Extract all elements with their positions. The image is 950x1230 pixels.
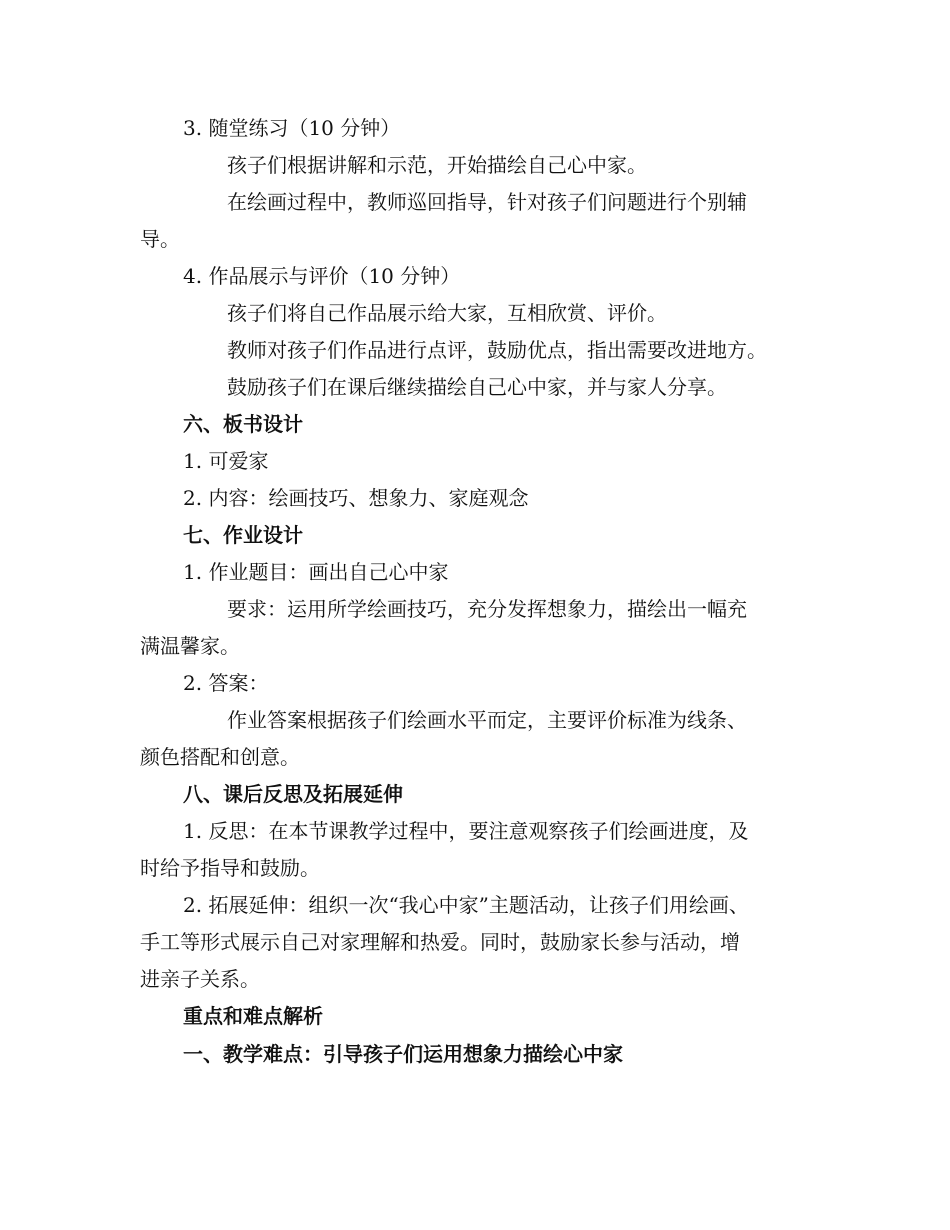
section-heading-board-design: 六、板书设计 xyxy=(183,412,303,436)
section-heading-key-points: 重点和难点解析 xyxy=(183,1004,323,1028)
paragraph-line: 导。 xyxy=(140,227,180,251)
list-item: 1. 作业题目：画出自己心中家 xyxy=(183,560,449,584)
paragraph-line: 孩子们将自己作品展示给大家，互相欣赏、评价。 xyxy=(227,301,667,325)
paragraph-line: 作业答案根据孩子们绘画水平而定，主要评价标准为线条、 xyxy=(227,708,747,732)
paragraph-line: 手工等形式展示自己对家理解和热爱。同时，鼓励家长参与活动，增 xyxy=(140,930,740,954)
list-item-practice: 3. 随堂练习（10 分钟） xyxy=(183,116,401,140)
list-item: 2. 拓展延伸：组织一次“我心中家”主题活动，让孩子们用绘画、 xyxy=(183,893,749,917)
paragraph-line: 鼓励孩子们在课后继续描绘自己心中家，并与家人分享。 xyxy=(227,375,727,399)
list-item-showcase: 4. 作品展示与评价（10 分钟） xyxy=(183,264,461,288)
paragraph-line: 教师对孩子们作品进行点评，鼓励优点，指出需要改进地方。 xyxy=(227,338,767,362)
paragraph-line: 颜色搭配和创意。 xyxy=(140,745,300,769)
list-item: 1. 可爱家 xyxy=(183,449,269,473)
paragraph-line: 进亲子关系。 xyxy=(140,967,260,991)
paragraph-line: 满温馨家。 xyxy=(140,634,240,658)
paragraph-line: 要求：运用所学绘画技巧，充分发挥想象力，描绘出一幅充 xyxy=(227,597,747,621)
section-heading-homework: 七、作业设计 xyxy=(183,523,303,547)
section-heading-reflection: 八、课后反思及拓展延伸 xyxy=(183,782,403,806)
list-item: 2. 内容：绘画技巧、想象力、家庭观念 xyxy=(183,486,529,510)
list-item: 2. 答案： xyxy=(183,671,269,695)
paragraph-line: 孩子们根据讲解和示范，开始描绘自己心中家。 xyxy=(227,153,647,177)
section-heading-difficulty: 一、教学难点：引导孩子们运用想象力描绘心中家 xyxy=(183,1042,623,1066)
paragraph-line: 时给予指导和鼓励。 xyxy=(140,856,320,880)
paragraph-line: 在绘画过程中，教师巡回指导，针对孩子们问题进行个别辅 xyxy=(227,190,747,214)
list-item: 1. 反思：在本节课教学过程中，要注意观察孩子们绘画进度，及 xyxy=(183,819,749,843)
